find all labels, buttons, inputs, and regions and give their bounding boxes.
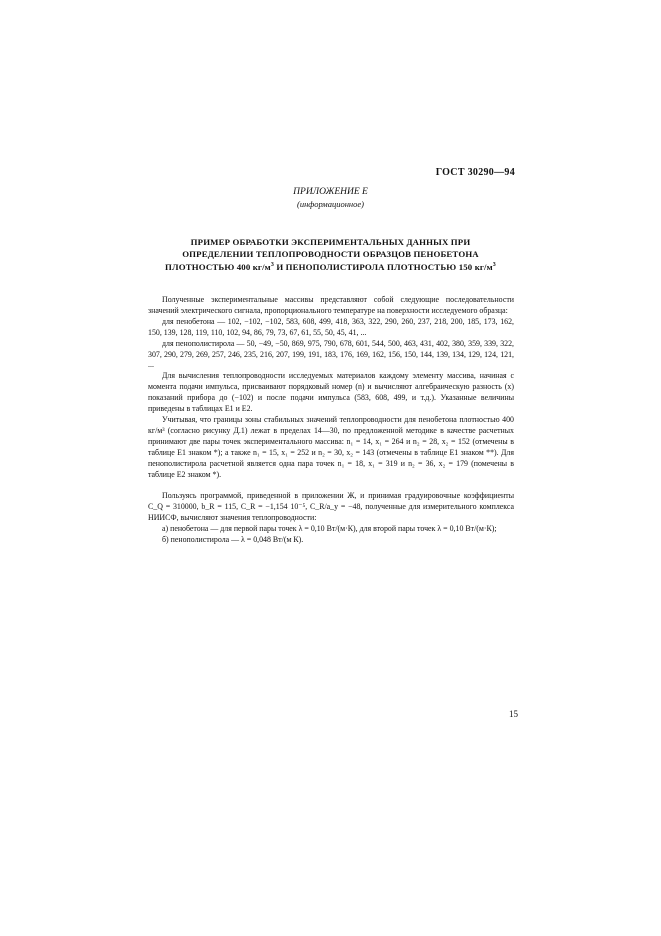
title-line-3-part-b: И ПЕНОПОЛИСТИРОЛА ПЛОТНОСТЬЮ 150 кг/м bbox=[273, 261, 493, 272]
title-line-3 bbox=[150, 260, 511, 273]
page-number: 15 bbox=[509, 709, 518, 719]
document-code-header: ГОСТ 30290—94 bbox=[435, 167, 515, 178]
paragraph-intro: Полученные экспериментальные массивы представляют собой следующие последовательности значений электрического сигнала, пропорционального температуре на поверхности исследуемого образца: bbox=[148, 295, 514, 315]
paragraph-foam-concrete-array: для пенобетона — 102, −102, −102, 583, 608, 499, 418, 363, 322, 290, 260, 237, 218, 200, 185, 173, 162, 150, 139, 128, 119, 110, 102, 94, 86, 79, 73, 67, 61, 55, 50, 45, 41, ... bbox=[148, 316, 514, 337]
paragraph-result-foam-concrete: а) пенобетона — для первой пары точек λ = 0,10 Вт/(м·К), для второй пары точек λ = 0,10 Вт/(м·К); bbox=[162, 524, 497, 534]
paragraph-stable-zone: Учитывая, что границы зоны стабильных значений теплопроводности для пенобетона плотностью 400 кг/м³ (согласно рисунку Д.1) лежат в пределах 14—30, по предложенной методике в качестве расчетных принимают две пары точек экспериментального массива: n₁ = 14, x₁ = 264 и n₂ = 28, x₂ = 152 (отмечены в таблице Е1 знаком *); а также n₁ = 15, x₁ = 252 и n₂ = 30, x₂ = 143 (отмечены в таблице Е1 знаком **). Для пенополистирола расчетной является одна пара точек n₁ = 18, x₁ = 319 и n₂ = 36, x₂ = 179 (помечены в таблице Е2 знаком *). bbox=[148, 414, 514, 479]
appendix-label: ПРИЛОЖЕНИЕ Е bbox=[293, 187, 368, 197]
title-line-2: ОПРЕДЕЛЕНИИ ТЕПЛОПРОВОДНОСТИ ОБРАЗЦОВ ПЕНОБЕТОНА bbox=[182, 248, 479, 259]
title-line-3-sup-2: 3 bbox=[492, 262, 496, 268]
title-line-3-sup-1: 3 bbox=[270, 262, 274, 268]
title-line-3-part-a: ПЛОТНОСТЬЮ 400 кг/м bbox=[165, 261, 271, 272]
paragraph-calculation-method: Для вычисления теплопроводности исследуемых материалов каждому элементу массива, начиная с момента подачи импульса, присваивают порядковый номер (n) и вычисляют алгебраическую разность (x) показаний прибора до (−102) и после подачи импульса (583, 608, 499, и т.д.). Указанные величины приведены в таблицах Е1 и Е2. bbox=[148, 371, 514, 414]
paragraph-program: Пользуясь программой, приведенной в приложении Ж, и принимая градуировочные коэффициенты C_Q = 310000, b_R = 115, C_R = −1,154 10⁻⁵, C_R/a_y = −48, полученные для измерительного комплекса НИИСФ, вычисляют значения теплопроводности: bbox=[148, 491, 514, 523]
title-line-1: ПРИМЕР ОБРАБОТКИ ЭКСПЕРИМЕНТАЛЬНЫХ ДАННЫХ ПРИ bbox=[190, 237, 471, 247]
body-text bbox=[148, 295, 514, 546]
document-title bbox=[150, 237, 511, 273]
paragraph-result-polystyrene: б) пенополистирола — λ = 0,048 Вт/(м К). bbox=[162, 535, 304, 545]
appendix-heading bbox=[150, 186, 511, 210]
paragraph-polystyrene-array: для пенополистирола — 50, −49, −50, 869, 975, 790, 678, 601, 544, 500, 463, 431, 402, 380, 359, 339, 322, 307, 290, 279, 269, 257, 246, 235, 216, 207, 199, 191, 183, 176, 169, 162, 156, 150, 144, 139, 134, 129, 124, 121, ... bbox=[148, 338, 514, 370]
appendix-status: (информационное) bbox=[296, 199, 364, 209]
